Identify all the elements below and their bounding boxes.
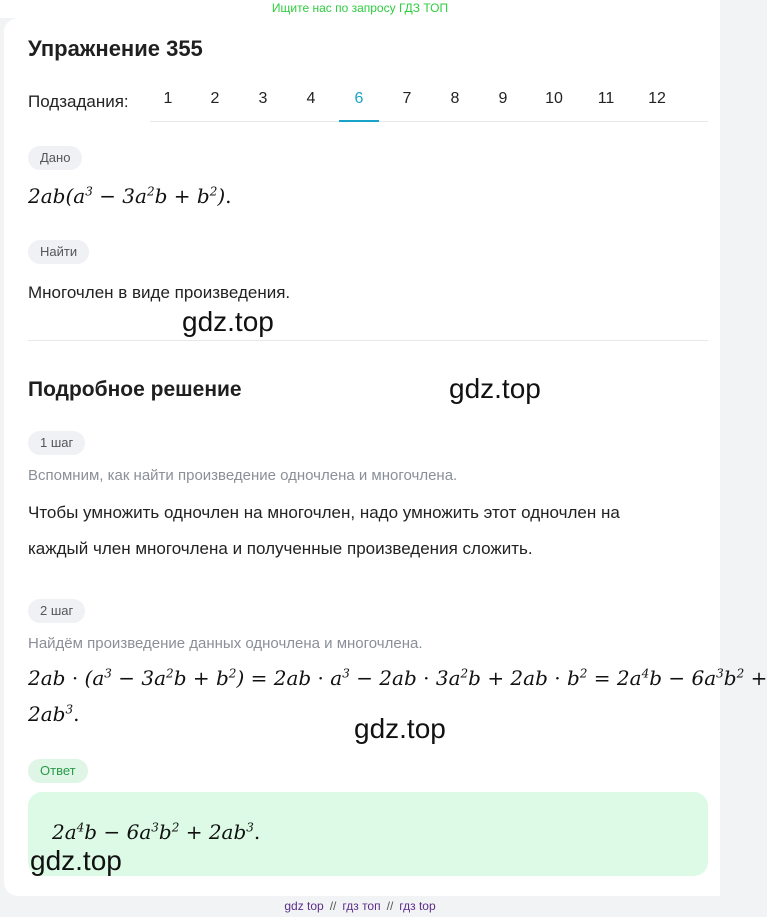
watermark: gdz.top	[354, 713, 446, 744]
answer-expression: $2a^4b - 6a^3b^2 + 2ab^3$.	[52, 820, 261, 844]
exercise-card	[4, 18, 720, 896]
given-badge: Дано	[28, 146, 82, 170]
footer	[0, 896, 720, 917]
tab-9[interactable]: 9	[498, 90, 508, 107]
footer-link-2[interactable]: гдз топ	[342, 899, 381, 913]
tab-10[interactable]: 10	[545, 90, 563, 107]
watermark: gdz.top	[449, 373, 541, 404]
top-banner[interactable]: Ищите нас по запросу ГДЗ ТОП	[0, 0, 720, 18]
subtasks-tabs	[150, 80, 708, 122]
footer-link-3[interactable]: гдз top	[399, 899, 436, 913]
subtasks-label: Подзадания:	[28, 92, 129, 111]
find-badge: Найти	[28, 240, 89, 264]
tab-12[interactable]: 12	[648, 90, 666, 107]
answer-badge: Ответ	[28, 759, 88, 783]
watermark: gdz.top	[182, 306, 274, 337]
tab-1[interactable]: 1	[163, 90, 173, 107]
tab-11[interactable]: 11	[597, 90, 615, 107]
watermark: gdz.top	[30, 845, 122, 876]
given-expression: $2ab(a^3 - 3a^2b + b^2)$.	[28, 184, 232, 208]
footer-link-1[interactable]: gdz top	[284, 899, 324, 913]
step-1-rule-line-1: Чтобы умножить одночлен на многочлен, надо умножить этот одночлен на	[28, 503, 620, 522]
tab-6[interactable]: 6	[339, 90, 379, 122]
find-text: Многочлен в виде произведения.	[28, 283, 291, 302]
section-divider	[28, 340, 708, 341]
step-1-hint: Вспомним, как найти произведение одночлена и многочлена.	[28, 467, 458, 484]
footer-separator: //	[329, 899, 337, 913]
step-2-expression-line-1: $2ab \cdot (a^3 - 3a^2b + b^2) = 2ab \cdot a^3 - 2ab \cdot 3a^2b + 2ab \cdot b^2 = 2a^4b - 6a^3b^2$ +	[28, 666, 767, 690]
tab-3[interactable]: 3	[258, 90, 268, 107]
step-1-badge: 1 шаг	[28, 431, 85, 455]
step-1-rule-line-2: каждый член многочлена и полученные произведения сложить.	[28, 539, 533, 558]
step-2-hint: Найдём произведение данных одночлена и многочлена.	[28, 635, 423, 652]
tab-7[interactable]: 7	[402, 90, 412, 107]
solution-heading: Подробное решение	[28, 378, 242, 401]
page-title: Упражнение 355	[28, 36, 203, 61]
tab-8[interactable]: 8	[450, 90, 460, 107]
tab-2[interactable]: 2	[210, 90, 220, 107]
footer-separator: //	[386, 899, 394, 913]
step-2-badge: 2 шаг	[28, 599, 85, 623]
step-2-expression-line-2: $2ab^3$.	[28, 702, 80, 726]
tab-4[interactable]: 4	[306, 90, 316, 107]
